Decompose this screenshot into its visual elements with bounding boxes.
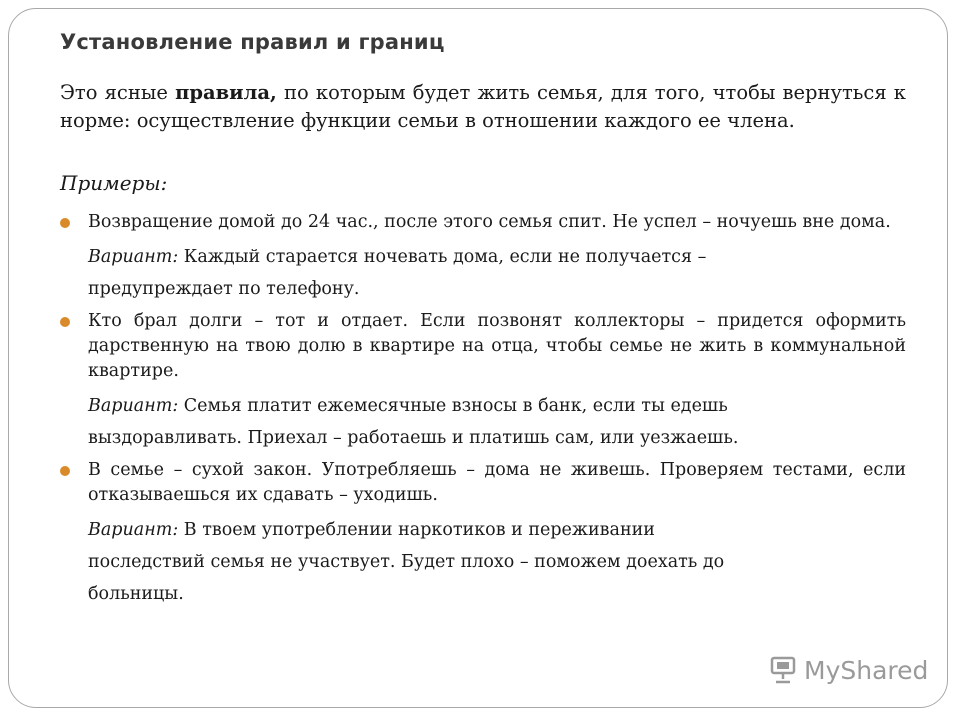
intro-bold-word: правила, [175, 81, 277, 104]
variant-text: последствий семья не участвует. Будет плохо – поможем доехать до [88, 552, 725, 572]
bullet-dot-icon [60, 317, 70, 327]
bullet-text: Кто брал долги – тот и отдает. Если позвонят коллекторы – придется оформить дарственную на твою долю в квартире на отца, чтобы семье не жить в коммунальной квартире. [88, 311, 906, 381]
bullet-text: В семье – сухой закон. Употребляешь – дома не живешь. Проверяем тестами, если отказываешься их сдавать – уходишь. [88, 460, 906, 505]
bullet-item [60, 458, 906, 508]
variant-text: В твоем употреблении наркотиков и переживании [178, 520, 655, 540]
variant-label: Вариант: [88, 247, 179, 267]
variant-text: предупреждает по телефону. [88, 279, 360, 299]
bullet-text: Возвращение домой до 24 час., после этого семья спит. Не успел – ночуешь вне дома. [88, 212, 891, 232]
bullet-item [60, 210, 906, 235]
intro-paragraph [60, 79, 906, 135]
intro-text-start: Это ясные [60, 81, 176, 104]
variant-label: Вариант: [88, 520, 179, 540]
variant-block [60, 390, 906, 454]
bullet-dot-icon [60, 466, 70, 476]
myshared-logo [768, 655, 928, 685]
variant-block [60, 514, 906, 610]
intro-text-end: по которым будет жить семья, для того, чтобы вернуться к норме: осуществление функции семьи в отношении каждого ее члена. [60, 81, 906, 132]
bullet-dot-icon [60, 218, 70, 228]
variant-label: Вариант: [88, 396, 179, 416]
examples-list [60, 210, 906, 614]
variant-block [60, 241, 906, 305]
variant-text: Каждый старается ночевать дома, если не получается – [178, 247, 707, 267]
slide-title: Установление правил и границ [60, 30, 445, 54]
variant-text: Семья платит ежемесячные взносы в банк, если ты едешь [178, 396, 728, 416]
examples-label: Примеры: [60, 171, 168, 195]
variant-text: больницы. [88, 584, 184, 604]
logo-text: MyShared [804, 655, 929, 685]
bullet-item [60, 309, 906, 384]
presentation-icon [768, 655, 798, 685]
variant-text: выздоравливать. Приехал – работаешь и платишь сам, или уезжаешь. [88, 428, 739, 448]
